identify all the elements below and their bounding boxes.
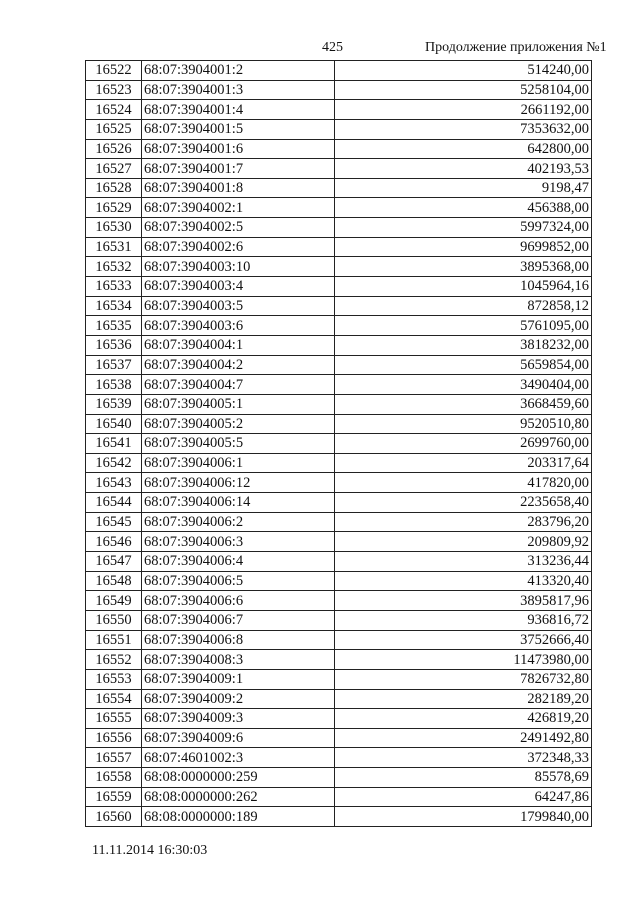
row-number-cell: 16553 xyxy=(86,669,142,689)
row-number-cell: 16551 xyxy=(86,630,142,650)
table-row xyxy=(86,689,592,709)
table-row xyxy=(86,277,592,297)
row-number-cell: 16545 xyxy=(86,512,142,532)
cadastral-value-cell: 417820,00 xyxy=(335,473,592,493)
table-row xyxy=(86,787,592,807)
row-number-cell: 16540 xyxy=(86,414,142,434)
row-number-cell: 16543 xyxy=(86,473,142,493)
cadastral-number-cell: 68:07:3904003:10 xyxy=(142,257,335,277)
table-row xyxy=(86,650,592,670)
cadastral-value-cell: 5659854,00 xyxy=(335,355,592,375)
table-row xyxy=(86,630,592,650)
cadastral-value-cell: 313236,44 xyxy=(335,552,592,572)
cadastral-number-cell: 68:07:3904006:7 xyxy=(142,610,335,630)
cadastral-number-cell: 68:07:3904006:14 xyxy=(142,493,335,513)
table-row xyxy=(86,178,592,198)
row-number-cell: 16542 xyxy=(86,453,142,473)
row-number-cell: 16535 xyxy=(86,316,142,336)
table-row xyxy=(86,198,592,218)
cadastral-value-cell: 5258104,00 xyxy=(335,80,592,100)
row-number-cell: 16555 xyxy=(86,709,142,729)
cadastral-number-cell: 68:07:3904009:6 xyxy=(142,728,335,748)
cadastral-number-cell: 68:07:3904006:8 xyxy=(142,630,335,650)
cadastral-value-cell: 2235658,40 xyxy=(335,493,592,513)
cadastral-value-cell: 1799840,00 xyxy=(335,807,592,827)
cadastral-number-cell: 68:07:3904005:1 xyxy=(142,394,335,414)
row-number-cell: 16557 xyxy=(86,748,142,768)
cadastral-number-cell: 68:07:3904006:3 xyxy=(142,532,335,552)
table-row xyxy=(86,257,592,277)
cadastral-value-cell: 1045964,16 xyxy=(335,277,592,297)
cadastral-number-cell: 68:07:3904005:2 xyxy=(142,414,335,434)
row-number-cell: 16531 xyxy=(86,237,142,257)
cadastral-number-cell: 68:07:3904009:2 xyxy=(142,689,335,709)
row-number-cell: 16546 xyxy=(86,532,142,552)
cadastral-number-cell: 68:07:3904003:6 xyxy=(142,316,335,336)
cadastral-value-cell: 642800,00 xyxy=(335,139,592,159)
cadastral-number-cell: 68:07:3904001:4 xyxy=(142,100,335,120)
cadastral-number-cell: 68:07:3904006:1 xyxy=(142,453,335,473)
cadastral-value-cell: 872858,12 xyxy=(335,296,592,316)
cadastral-number-cell: 68:07:4601002:3 xyxy=(142,748,335,768)
row-number-cell: 16532 xyxy=(86,257,142,277)
row-number-cell: 16550 xyxy=(86,610,142,630)
row-number-cell: 16541 xyxy=(86,434,142,454)
table-row xyxy=(86,610,592,630)
cadastral-value-cell: 402193,53 xyxy=(335,159,592,179)
table-row xyxy=(86,532,592,552)
row-number-cell: 16523 xyxy=(86,80,142,100)
table-row xyxy=(86,493,592,513)
row-number-cell: 16537 xyxy=(86,355,142,375)
table-row xyxy=(86,571,592,591)
cadastral-value-cell: 203317,64 xyxy=(335,453,592,473)
cadastral-value-cell: 514240,00 xyxy=(335,61,592,81)
cadastral-value-cell: 3668459,60 xyxy=(335,394,592,414)
cadastral-value-cell: 2491492,80 xyxy=(335,728,592,748)
table-row xyxy=(86,218,592,238)
cadastral-value-cell: 7826732,80 xyxy=(335,669,592,689)
row-number-cell: 16524 xyxy=(86,100,142,120)
row-number-cell: 16544 xyxy=(86,493,142,513)
table-row xyxy=(86,100,592,120)
cadastral-value-cell: 3818232,00 xyxy=(335,335,592,355)
row-number-cell: 16533 xyxy=(86,277,142,297)
cadastral-value-cell: 7353632,00 xyxy=(335,119,592,139)
table-row xyxy=(86,61,592,81)
cadastral-number-cell: 68:07:3904001:8 xyxy=(142,178,335,198)
table-row xyxy=(86,728,592,748)
row-number-cell: 16554 xyxy=(86,689,142,709)
row-number-cell: 16528 xyxy=(86,178,142,198)
table-row xyxy=(86,453,592,473)
cadastral-value-cell: 3490404,00 xyxy=(335,375,592,395)
cadastral-value-cell: 11473980,00 xyxy=(335,650,592,670)
cadastral-number-cell: 68:07:3904001:2 xyxy=(142,61,335,81)
table-row xyxy=(86,237,592,257)
cadastral-number-cell: 68:07:3904004:1 xyxy=(142,335,335,355)
row-number-cell: 16538 xyxy=(86,375,142,395)
table-row xyxy=(86,414,592,434)
table-row xyxy=(86,768,592,788)
table-row xyxy=(86,296,592,316)
row-number-cell: 16559 xyxy=(86,787,142,807)
cadastral-number-cell: 68:07:3904006:4 xyxy=(142,552,335,572)
row-number-cell: 16539 xyxy=(86,394,142,414)
cadastral-value-cell: 3895368,00 xyxy=(335,257,592,277)
table-row xyxy=(86,807,592,827)
row-number-cell: 16548 xyxy=(86,571,142,591)
table-row xyxy=(86,139,592,159)
cadastral-number-cell: 68:07:3904006:2 xyxy=(142,512,335,532)
cadastral-number-cell: 68:07:3904003:4 xyxy=(142,277,335,297)
table-row xyxy=(86,552,592,572)
row-number-cell: 16549 xyxy=(86,591,142,611)
cadastral-value-cell: 426819,20 xyxy=(335,709,592,729)
row-number-cell: 16552 xyxy=(86,650,142,670)
cadastral-value-cell: 64247,86 xyxy=(335,787,592,807)
table-row xyxy=(86,748,592,768)
row-number-cell: 16525 xyxy=(86,119,142,139)
cadastral-value-cell: 936816,72 xyxy=(335,610,592,630)
table-row xyxy=(86,669,592,689)
row-number-cell: 16529 xyxy=(86,198,142,218)
cadastral-number-cell: 68:07:3904004:7 xyxy=(142,375,335,395)
page-number: 425 xyxy=(322,40,343,55)
table-row xyxy=(86,316,592,336)
row-number-cell: 16534 xyxy=(86,296,142,316)
cadastral-value-cell: 456388,00 xyxy=(335,198,592,218)
row-number-cell: 16560 xyxy=(86,807,142,827)
cadastral-value-cell: 372348,33 xyxy=(335,748,592,768)
cadastral-number-cell: 68:07:3904006:6 xyxy=(142,591,335,611)
appendix-title: Продолжение приложения №1 xyxy=(425,40,607,55)
cadastral-value-cell: 413320,40 xyxy=(335,571,592,591)
cadastral-value-cell: 3752666,40 xyxy=(335,630,592,650)
cadastral-number-cell: 68:07:3904001:7 xyxy=(142,159,335,179)
cadastral-value-cell: 3895817,96 xyxy=(335,591,592,611)
cadastral-value-table xyxy=(85,60,592,827)
table-row xyxy=(86,512,592,532)
cadastral-value-cell: 9699852,00 xyxy=(335,237,592,257)
cadastral-value-cell: 283796,20 xyxy=(335,512,592,532)
cadastral-number-cell: 68:08:0000000:189 xyxy=(142,807,335,827)
table-row xyxy=(86,355,592,375)
cadastral-number-cell: 68:07:3904001:6 xyxy=(142,139,335,159)
table-row xyxy=(86,709,592,729)
table-row xyxy=(86,394,592,414)
cadastral-value-cell: 2699760,00 xyxy=(335,434,592,454)
cadastral-number-cell: 68:07:3904002:5 xyxy=(142,218,335,238)
table-row xyxy=(86,434,592,454)
table-row xyxy=(86,80,592,100)
row-number-cell: 16522 xyxy=(86,61,142,81)
table-body xyxy=(86,61,592,827)
cadastral-number-cell: 68:07:3904004:2 xyxy=(142,355,335,375)
table-row xyxy=(86,473,592,493)
cadastral-number-cell: 68:07:3904009:1 xyxy=(142,669,335,689)
table-row xyxy=(86,591,592,611)
row-number-cell: 16530 xyxy=(86,218,142,238)
row-number-cell: 16547 xyxy=(86,552,142,572)
cadastral-number-cell: 68:07:3904001:3 xyxy=(142,80,335,100)
table-row xyxy=(86,375,592,395)
cadastral-number-cell: 68:07:3904002:1 xyxy=(142,198,335,218)
cadastral-number-cell: 68:07:3904001:5 xyxy=(142,119,335,139)
row-number-cell: 16536 xyxy=(86,335,142,355)
row-number-cell: 16527 xyxy=(86,159,142,179)
cadastral-number-cell: 68:07:3904002:6 xyxy=(142,237,335,257)
cadastral-value-cell: 9520510,80 xyxy=(335,414,592,434)
row-number-cell: 16526 xyxy=(86,139,142,159)
row-number-cell: 16556 xyxy=(86,728,142,748)
cadastral-value-cell: 5761095,00 xyxy=(335,316,592,336)
row-number-cell: 16558 xyxy=(86,768,142,788)
cadastral-value-cell: 5997324,00 xyxy=(335,218,592,238)
table-row xyxy=(86,335,592,355)
cadastral-value-cell: 2661192,00 xyxy=(335,100,592,120)
cadastral-number-cell: 68:07:3904009:3 xyxy=(142,709,335,729)
cadastral-number-cell: 68:07:3904008:3 xyxy=(142,650,335,670)
table-row xyxy=(86,159,592,179)
cadastral-value-cell: 85578,69 xyxy=(335,768,592,788)
cadastral-number-cell: 68:08:0000000:262 xyxy=(142,787,335,807)
cadastral-number-cell: 68:08:0000000:259 xyxy=(142,768,335,788)
table-row xyxy=(86,119,592,139)
print-timestamp: 11.11.2014 16:30:03 xyxy=(92,843,208,858)
cadastral-number-cell: 68:07:3904006:5 xyxy=(142,571,335,591)
cadastral-number-cell: 68:07:3904006:12 xyxy=(142,473,335,493)
cadastral-value-cell: 9198,47 xyxy=(335,178,592,198)
cadastral-value-cell: 282189,20 xyxy=(335,689,592,709)
cadastral-number-cell: 68:07:3904005:5 xyxy=(142,434,335,454)
cadastral-value-cell: 209809,92 xyxy=(335,532,592,552)
cadastral-number-cell: 68:07:3904003:5 xyxy=(142,296,335,316)
